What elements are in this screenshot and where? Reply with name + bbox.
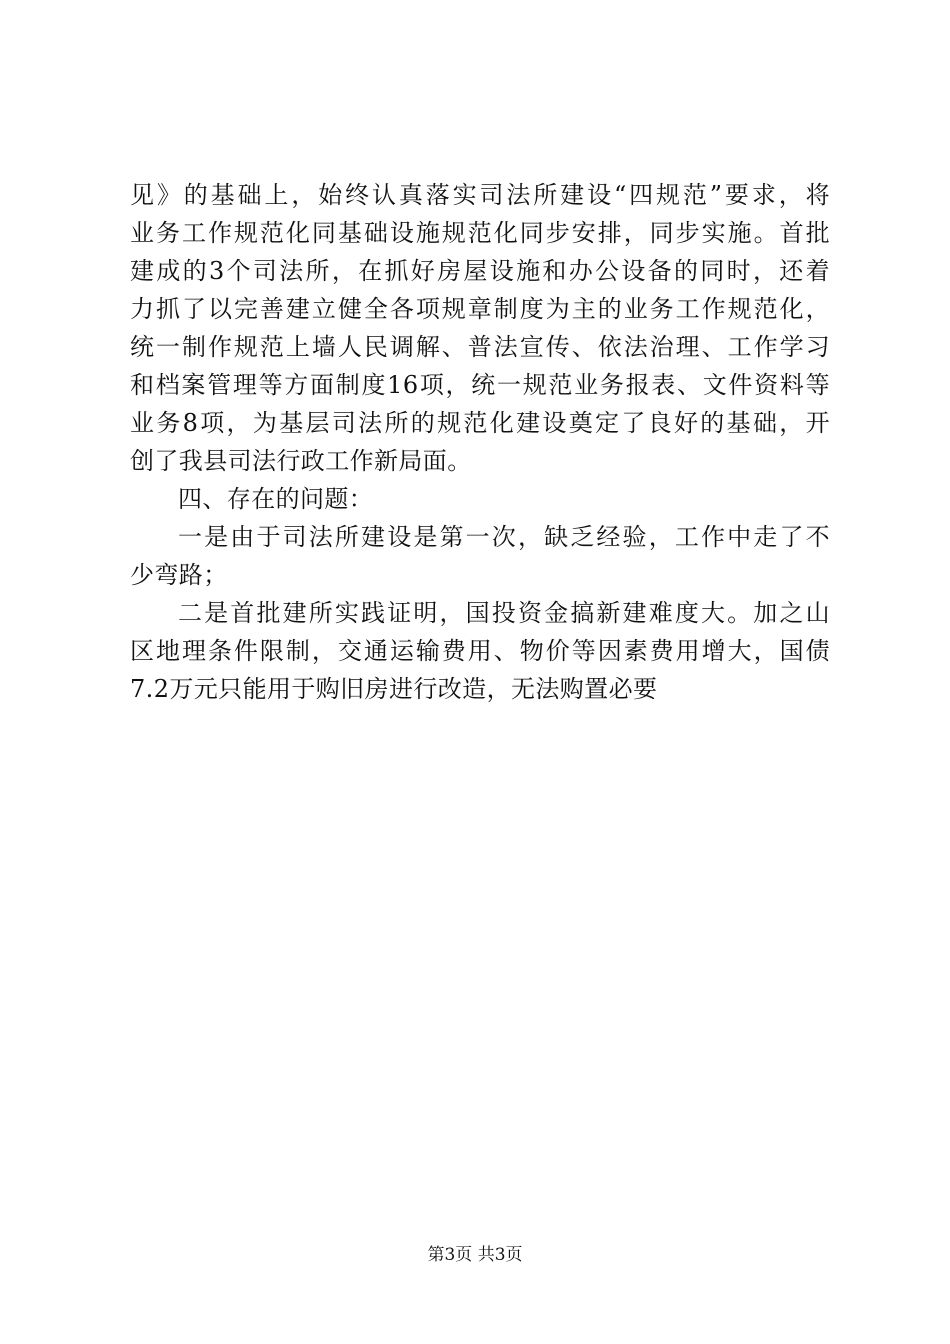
paragraph-line: 建成的3个司法所，在抓好房屋设施和办公设备的同时，还着 [130, 257, 830, 285]
paragraph-line: 和档案管理等方面制度16项，统一规范业务报表、文件资料等 [130, 371, 830, 399]
paragraph-line: 业务工作规范化同基础设施规范化同步安排，同步实施。首批 [130, 219, 830, 247]
section-heading: 四、存在的问题： [178, 485, 374, 513]
document-body [130, 176, 830, 708]
paragraph-line: 7.2万元只能用于购旧房进行改造，无法购置必要 [130, 675, 658, 703]
page-number-indicator: 第3页 共3页 [427, 1245, 523, 1265]
page-footer [0, 1244, 950, 1266]
paragraph-line: 少弯路； [130, 561, 228, 589]
paragraph-line: 力抓了以完善建立健全各项规章制度为主的业务工作规范化， [130, 295, 830, 323]
paragraph-line: 创了我县司法行政工作新局面。 [130, 447, 472, 475]
paragraph-line: 见》的基础上，始终认真落实司法所建设“四规范”要求，将 [130, 181, 830, 209]
paragraph-line: 二是首批建所实践证明，国投资金搞新建难度大。加之山 [178, 599, 830, 627]
paragraph-line: 区地理条件限制，交通运输费用、物价等因素费用增大，国债 [130, 637, 830, 665]
paragraph-line: 业务8项，为基层司法所的规范化建设奠定了良好的基础，开 [130, 409, 830, 437]
paragraph-line: 一是由于司法所建设是第一次，缺乏经验，工作中走了不 [178, 523, 830, 551]
paragraph-line: 统一制作规范上墙人民调解、普法宣传、依法治理、工作学习 [130, 333, 830, 361]
